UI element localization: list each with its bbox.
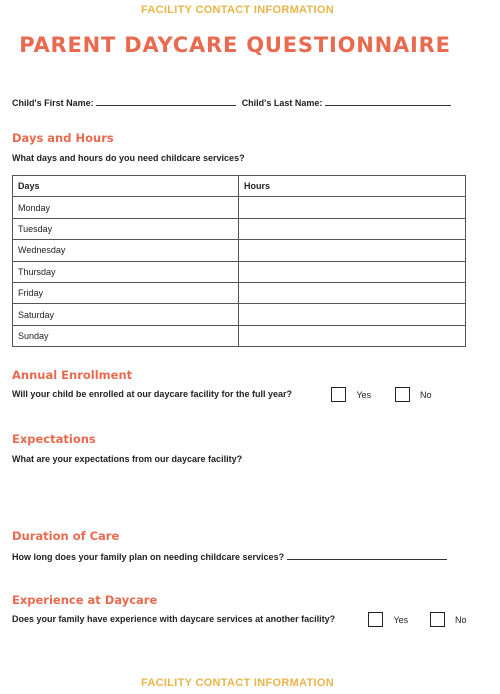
- days-hours-table: [12, 175, 466, 347]
- day-cell: Thursday: [13, 261, 239, 282]
- hours-cell[interactable]: [239, 218, 466, 239]
- day-cell: Saturday: [13, 304, 239, 325]
- duration-heading: Duration of Care: [12, 529, 120, 543]
- hours-cell[interactable]: [239, 304, 466, 325]
- page-title: PARENT DAYCARE QUESTIONNAIRE: [19, 33, 451, 57]
- table-row: [13, 240, 466, 261]
- table-row: [13, 282, 466, 303]
- hours-cell[interactable]: [239, 282, 466, 303]
- hours-column-header: Hours: [239, 176, 466, 197]
- hours-cell[interactable]: [239, 197, 466, 218]
- experience-no-label: No: [455, 614, 467, 625]
- table-row: [13, 304, 466, 325]
- experience-heading: Experience at Daycare: [12, 593, 158, 607]
- experience-no-checkbox[interactable]: [430, 612, 445, 627]
- annual-enrollment-no-label: No: [420, 389, 432, 400]
- days-column-header: Days: [13, 176, 239, 197]
- experience-options: [368, 611, 467, 629]
- facility-contact-footer: FACILITY CONTACT INFORMATION: [141, 677, 334, 689]
- annual-enrollment-yes-checkbox[interactable]: [331, 387, 346, 402]
- annual-enrollment-heading: Annual Enrollment: [12, 368, 133, 382]
- day-cell: Monday: [13, 197, 239, 218]
- child-name-row: [12, 96, 451, 108]
- annual-enrollment-question: Will your child be enrolled at our daycare facility for the full year?: [12, 389, 292, 399]
- table-row: [13, 218, 466, 239]
- annual-enrollment-options: [331, 386, 432, 404]
- annual-enrollment-no-checkbox[interactable]: [395, 387, 410, 402]
- annual-enrollment-yes-label: Yes: [356, 389, 372, 400]
- table-row: [13, 261, 466, 282]
- duration-question-row: [12, 550, 447, 562]
- first-name-label: Child's First Name:: [12, 98, 94, 108]
- hours-cell[interactable]: [239, 325, 466, 346]
- day-cell: Wednesday: [13, 240, 239, 261]
- day-cell: Sunday: [13, 325, 239, 346]
- hours-cell[interactable]: [239, 240, 466, 261]
- facility-contact-header: FACILITY CONTACT INFORMATION: [141, 4, 334, 16]
- duration-question: How long does your family plan on needing childcare services?: [12, 552, 285, 562]
- experience-yes-checkbox[interactable]: [368, 612, 383, 627]
- expectations-heading: Expectations: [12, 432, 96, 446]
- last-name-label: Child's Last Name:: [241, 98, 323, 108]
- last-name-field[interactable]: [325, 96, 451, 106]
- hours-cell[interactable]: [239, 261, 466, 282]
- expectations-question: What are your expectations from our daycare facility?: [12, 454, 243, 464]
- duration-answer-field[interactable]: [287, 550, 447, 560]
- day-cell: Friday: [13, 282, 239, 303]
- days-hours-heading: Days and Hours: [12, 131, 114, 145]
- days-hours-question: What days and hours do you need childcare services?: [12, 153, 245, 163]
- experience-yes-label: Yes: [393, 614, 409, 625]
- table-row: [13, 325, 466, 346]
- day-cell: Tuesday: [13, 218, 239, 239]
- table-row: [13, 197, 466, 218]
- first-name-field[interactable]: [96, 96, 236, 106]
- table-header-row: [13, 176, 466, 197]
- experience-question: Does your family have experience with daycare services at another facility?: [12, 614, 336, 624]
